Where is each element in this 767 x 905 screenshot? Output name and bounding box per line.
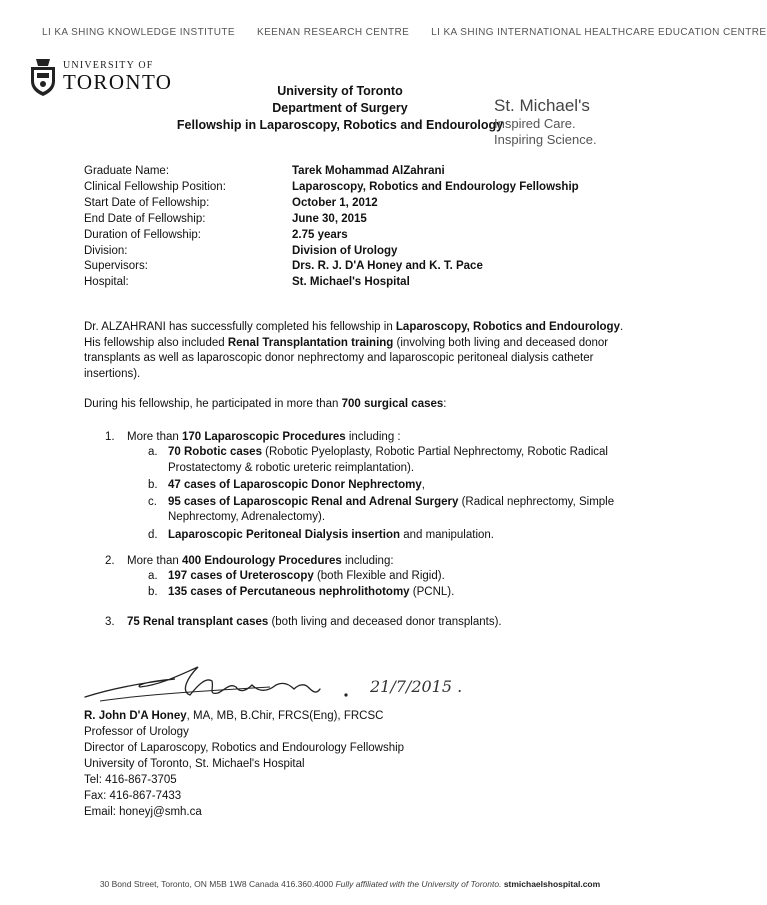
item-letter: d. xyxy=(148,528,158,541)
list-item xyxy=(148,495,645,526)
stmichaels-name: St. Michael's xyxy=(494,96,590,115)
uoft-big-text: TORONTO xyxy=(63,70,173,94)
institute-2: KEENAN RESEARCH CENTRE xyxy=(257,27,410,38)
item-letter: b. xyxy=(148,585,158,598)
procedure-list-1 xyxy=(105,430,645,543)
info-value: June 30, 2015 xyxy=(292,212,367,225)
item-letter: b. xyxy=(148,478,158,491)
item-bold: Laparoscopic Peritoneal Dialysis insertion xyxy=(168,528,400,541)
para2-text: During his fellowship, he participated in more than xyxy=(84,398,342,410)
list-item xyxy=(148,569,645,584)
info-value: St. Michael's Hospital xyxy=(292,276,410,289)
institute-1: LI KA SHING KNOWLEDGE INSTITUTE xyxy=(42,27,235,38)
list-text: including : xyxy=(345,431,401,443)
info-label: Duration of Fellowship: xyxy=(84,228,201,241)
info-row xyxy=(84,244,579,260)
para1-bold: Laparoscopy, Robotics and Endourology xyxy=(395,321,620,333)
para2-bold: 700 surgical cases xyxy=(341,398,444,410)
item-letter: c. xyxy=(148,496,157,509)
info-value: Drs. R. J. D'A Honey and K. T. Pace xyxy=(292,260,483,273)
para1-text: (involving both living and deceased donor transplants as well as laparoscopic donor nephrectomy and laparoscopic peritoneal dialysis catheter insertions). xyxy=(84,336,609,380)
footer-affiliation: Fully affiliated with the University of Toronto. xyxy=(335,879,502,889)
procedure-list-2 xyxy=(105,554,645,600)
list-text: including: xyxy=(341,555,394,567)
institute-3: LI KA SHING INTERNATIONAL HEALTHCARE EDUCATION CENTRE xyxy=(431,27,767,38)
item-text: and manipulation. xyxy=(400,528,494,541)
footer-website-link[interactable]: stmichaelshospital.com xyxy=(503,879,601,889)
list-item xyxy=(148,585,645,600)
info-label: Clinical Fellowship Position: xyxy=(84,180,226,193)
signer-block xyxy=(84,708,404,820)
list-number: 2. xyxy=(105,555,115,567)
para1-bold: Renal Transplantation training xyxy=(227,336,394,349)
info-value: Laparoscopy, Robotics and Endourology Fellowship xyxy=(292,180,579,193)
item-bold: 70 Robotic cases xyxy=(168,446,262,459)
signer-line: University of Toronto, St. Michael's Hospital xyxy=(84,758,305,770)
info-row xyxy=(84,196,579,212)
footer xyxy=(0,879,700,889)
info-label: End Date of Fellowship: xyxy=(84,212,206,225)
info-label: Supervisors: xyxy=(84,260,148,273)
para1-text: . His fellowship also included xyxy=(84,321,624,349)
list-item xyxy=(148,445,645,476)
footer-address: 30 Bond Street, Toronto, ON M5B 1W8 Canada 416.360.4000 xyxy=(99,879,336,889)
info-value: Division of Urology xyxy=(292,244,398,257)
info-row xyxy=(84,164,579,180)
stmichaels-tag-2: Inspiring Science. xyxy=(494,132,597,147)
summary-paragraph xyxy=(84,320,629,382)
item-bold: 47 cases of Laparoscopic Donor Nephrectomy xyxy=(168,478,422,491)
fellowship-info xyxy=(84,164,579,291)
uoft-crest-icon xyxy=(29,57,57,97)
item-text: (both Flexible and Rigid). xyxy=(313,570,445,583)
info-value: October 1, 2012 xyxy=(292,196,378,209)
list-number: 1. xyxy=(105,431,115,443)
info-row xyxy=(84,228,579,244)
item-bold: 95 cases of Laparoscopic Renal and Adrenal Surgery xyxy=(168,496,459,509)
signer-name: R. John D'A Honey xyxy=(84,710,187,722)
info-row xyxy=(84,212,579,228)
signer-name-line xyxy=(84,708,404,724)
info-row xyxy=(84,275,579,291)
signature-area xyxy=(80,655,520,715)
list-text: More than xyxy=(127,431,182,443)
institutes-bar xyxy=(0,27,767,38)
item-text: (PCNL). xyxy=(409,585,455,598)
heading-line-1: University of Toronto xyxy=(277,84,403,98)
item-text: (Robotic Pyeloplasty, Robotic Partial Nephrectomy, Robotic Radical Prostatectomy & robotic ureteric reimplantation). xyxy=(168,446,608,474)
info-label: Hospital: xyxy=(84,276,129,289)
item-text: (Radical nephrectomy, Simple Nephrectomy, Adrenalectomy). xyxy=(168,496,615,524)
list-heading xyxy=(105,430,645,445)
item-bold: 197 cases of Ureteroscopy xyxy=(168,570,314,583)
procedure-list-3 xyxy=(105,615,645,630)
stmichaels-tag-1: Inspired Care. xyxy=(494,116,576,131)
para2-text: : xyxy=(443,398,447,410)
list-text: (both living and deceased donor transplants). xyxy=(268,616,502,628)
item-letter: a. xyxy=(148,446,158,459)
para1-text: Dr. ALZAHRANI has successfully completed his fellowship in xyxy=(84,321,396,333)
item-bold: 135 cases of Percutaneous nephrolithotomy xyxy=(168,585,410,598)
handwritten-signature-icon xyxy=(80,655,360,710)
signer-email[interactable]: Email: honeyj@smh.ca xyxy=(84,806,202,818)
signer-line: Fax: 416-867-7433 xyxy=(84,790,182,802)
info-label: Graduate Name: xyxy=(84,165,170,177)
cases-paragraph xyxy=(84,397,629,413)
info-value: 2.75 years xyxy=(292,228,348,241)
signer-line: Director of Laparoscopy, Robotics and Endourology Fellowship xyxy=(84,742,405,754)
item-text: , xyxy=(421,478,425,491)
list-text: More than xyxy=(127,555,182,567)
stmichaels-logo xyxy=(494,96,597,148)
uoft-small-text: UNIVERSITY OF xyxy=(63,60,154,71)
signer-line: Tel: 416-867-3705 xyxy=(84,774,177,786)
info-row xyxy=(84,180,579,196)
heading-line-3: Fellowship in Laparoscopy, Robotics and Endourology xyxy=(176,118,504,132)
letter-heading xyxy=(140,83,540,134)
signer-credentials: , MA, MB, B.Chir, FRCS(Eng), FRCSC xyxy=(186,710,384,722)
list-heading xyxy=(105,554,645,569)
list-item xyxy=(148,478,645,493)
list-heading xyxy=(105,615,645,630)
info-row xyxy=(84,259,579,275)
list-number: 3. xyxy=(105,616,115,628)
list-bold: 75 Renal transplant cases xyxy=(127,616,269,628)
list-bold: 400 Endourology Procedures xyxy=(181,555,342,567)
handwritten-date: 21/7/2015 . xyxy=(370,677,463,696)
info-label: Start Date of Fellowship: xyxy=(84,196,210,209)
list-item xyxy=(148,528,645,543)
info-value: Tarek Mohammad AlZahrani xyxy=(292,165,445,177)
item-letter: a. xyxy=(148,570,158,583)
info-label: Division: xyxy=(84,244,128,257)
heading-line-2: Department of Surgery xyxy=(272,101,408,115)
list-bold: 170 Laparoscopic Procedures xyxy=(181,431,346,443)
signer-line: Professor of Urology xyxy=(84,726,189,738)
